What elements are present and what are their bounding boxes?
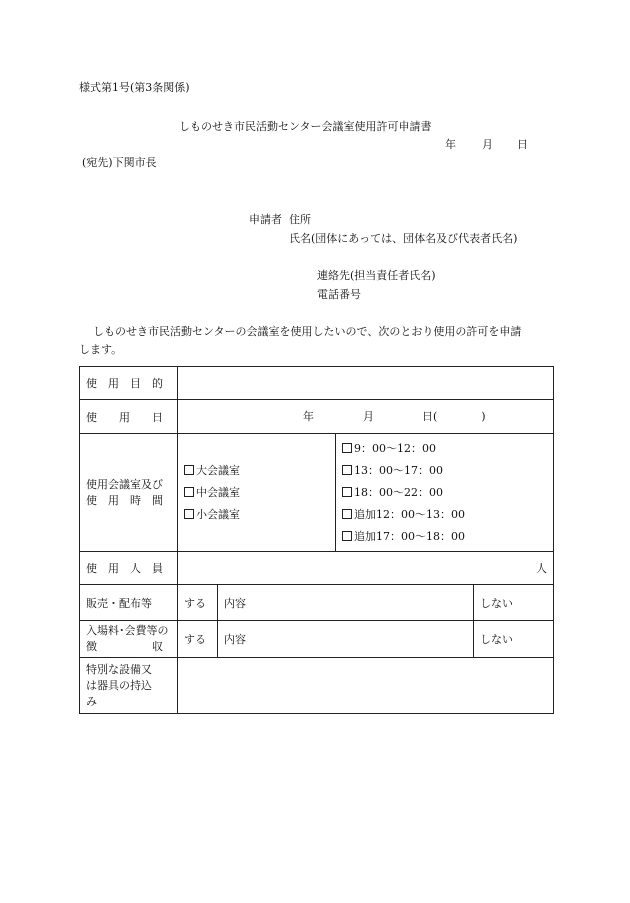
- equipment-row: [80, 658, 554, 714]
- date-field[interactable]: [178, 400, 554, 434]
- form-number: 様式第1号(第3条関係): [79, 81, 190, 94]
- equipment-label-line2: は器具の持込: [86, 678, 152, 692]
- fee-dont-option[interactable]: しない: [474, 621, 554, 658]
- room-time-label: [80, 434, 178, 552]
- fee-row: [80, 621, 554, 658]
- phone-number-label: 電話番号: [317, 288, 361, 301]
- time-option-5[interactable]: [342, 526, 547, 548]
- equipment-label-line3: み: [86, 694, 97, 708]
- date-month-label: 月: [482, 138, 493, 151]
- fee-label: [80, 621, 178, 658]
- time-options: [336, 434, 554, 552]
- fee-label-line2: 徴 収: [86, 640, 163, 653]
- checkbox-icon[interactable]: [342, 509, 352, 519]
- checkbox-icon[interactable]: [342, 443, 352, 453]
- addressee: (宛先)下関市長: [82, 156, 157, 169]
- fee-content-field[interactable]: 内容: [218, 621, 474, 658]
- time-option-1[interactable]: [342, 438, 547, 460]
- equipment-label: [80, 658, 178, 714]
- sales-do-option[interactable]: する: [178, 585, 218, 621]
- equipment-label-line1: 特別な設備又: [86, 662, 152, 676]
- room-option-label: 大会議室: [196, 463, 240, 477]
- checkbox-icon[interactable]: [184, 487, 194, 497]
- document-title: しものせき市民活動センター会議室使用許可申請書: [179, 120, 432, 133]
- applicant-name-label: 氏名(団体にあっては、団体名及び代表者氏名): [289, 232, 518, 245]
- users-field[interactable]: [178, 552, 554, 585]
- checkbox-icon[interactable]: [342, 531, 352, 541]
- applicant-label: 申請者: [249, 213, 282, 226]
- room-option-large[interactable]: [184, 460, 329, 482]
- time-option-label: 18：00〜22：00: [354, 485, 443, 499]
- date-year-label: 年: [445, 138, 456, 151]
- time-option-label: 追加17：00〜18：00: [354, 529, 465, 543]
- applicant-address-label: 住所: [289, 213, 311, 226]
- room-option-medium[interactable]: [184, 482, 329, 504]
- room-time-row: [80, 434, 554, 552]
- sales-content-field[interactable]: 内容: [218, 585, 474, 621]
- checkbox-icon[interactable]: [342, 487, 352, 497]
- sales-dont-option[interactable]: しない: [474, 585, 554, 621]
- room-option-label: 中会議室: [196, 485, 240, 499]
- time-option-3[interactable]: [342, 482, 547, 504]
- checkbox-icon[interactable]: [342, 465, 352, 475]
- fee-do-option[interactable]: する: [178, 621, 218, 658]
- room-options: [178, 434, 336, 552]
- room-option-label: 小会議室: [196, 507, 240, 521]
- date-label: 使 用 日: [80, 400, 178, 434]
- time-option-label: 9：00〜12：00: [354, 441, 436, 455]
- date-day-label: 日: [517, 138, 528, 151]
- time-option-label: 13：00〜17：00: [354, 463, 443, 477]
- purpose-row: [80, 367, 554, 400]
- intro-text-line1: しものせき市民活動センターの会議室を使用したいので、次のとおり使用の許可を申請: [93, 325, 522, 338]
- time-option-4[interactable]: [342, 504, 547, 526]
- purpose-label: 使 用 目 的: [80, 367, 178, 400]
- users-row: [80, 552, 554, 585]
- checkbox-icon[interactable]: [184, 465, 194, 475]
- sales-row: [80, 585, 554, 621]
- time-option-label: 追加12：00〜13：00: [354, 507, 465, 521]
- date-field-day: 日( ): [422, 410, 486, 423]
- checkbox-icon[interactable]: [184, 509, 194, 519]
- users-label: 使 用 人 員: [80, 552, 178, 585]
- time-option-2[interactable]: [342, 460, 547, 482]
- room-time-label-line2: 使 用 時 間: [86, 493, 163, 507]
- intro-text-line2: します。: [79, 343, 123, 356]
- contact-person-label: 連絡先(担当責任者氏名): [317, 269, 436, 282]
- equipment-field[interactable]: [178, 658, 554, 714]
- room-option-small[interactable]: [184, 504, 329, 526]
- date-field-month: 月: [363, 410, 374, 423]
- date-row: [80, 400, 554, 434]
- date-field-year: 年: [303, 410, 314, 423]
- purpose-field[interactable]: [178, 367, 554, 400]
- users-unit: 人: [536, 562, 547, 575]
- sales-label: 販売・配布等: [80, 585, 178, 621]
- application-form-table: [79, 366, 554, 714]
- room-time-label-line1: 使用会議室及び: [86, 477, 163, 491]
- fee-label-line1: 入場料･会費等の: [86, 624, 169, 637]
